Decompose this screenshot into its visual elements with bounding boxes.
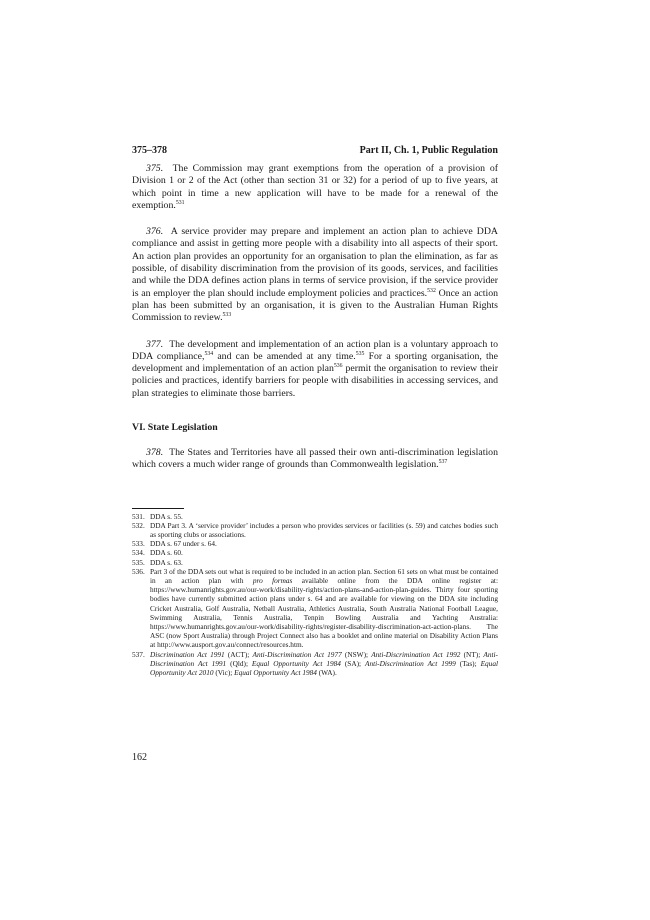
footnote-535 [132, 558, 498, 567]
act-title: Anti-Discrimination Act 1999 [365, 658, 456, 668]
footnote-text: DDA s. 55. [150, 511, 183, 521]
paragraph-number: 376 [146, 226, 161, 238]
paragraph-number: 375 [146, 163, 161, 174]
paragraph-text: The development and implementation of an action plan is a voluntary approach to DDA compliance, [132, 338, 498, 362]
footnote-text: DDA Part 3. A ‘service provider’ includes a person who provides services or facilities (s. 59) and catches bodies such as sporting clubs or associations. [150, 520, 498, 540]
paragraph-text: Once an action plan has been submitted by an organisation, it is given to the Australian Human Rights Commission to review. [132, 287, 499, 324]
page-body [132, 145, 498, 677]
footnote-536 [132, 567, 498, 650]
paragraph-number: 377 [146, 338, 161, 350]
footnote-number: 535. [132, 557, 145, 567]
jurisdiction: (NSW); [341, 649, 372, 659]
footnote-532 [132, 521, 498, 539]
footnote-text [150, 650, 498, 678]
paragraph-376: 376. A service provider may prepare and implement an action plan to achieve DDA compliance and assist in getting more people with a disability into all aspects of their sport. An action plan provides an opportunity for an organisation to plan the elimination, as far as possible, of disability discrimination from the provision of its goods, services, and facilities and while the DDA defines action plans in terms of service provision, if the service provider is an employer the plan should include employment policies and practices.$^{532}$ Once an action plan has been submitted by an organisation, it is given to the Australian Human Rights Commission to review.$^{533}$ [132, 226, 499, 324]
footnote-number: 536. [132, 566, 145, 576]
paragraph-text: and can be amended at any time. [213, 350, 356, 362]
footnote-ref-537[interactable]: 537 [438, 459, 448, 466]
paragraph-text: A service provider may prepare and implement an action plan to achieve DDA compliance and assist in getting more people with a disability into all aspects of their sport. An action plan provides an opportunity for an organisation to plan the elimination, as far as possible, of disability discrimination from the provision of its goods, services, and facilities and while the DDA defines action plans in terms of service provision, if the service provider is an employer the plan should include employment policies and practices. [132, 226, 498, 299]
footnote-number: 533. [132, 539, 145, 549]
footnote-text: DDA s. 67 under s. 64. [150, 539, 217, 549]
jurisdiction: (Tas); [455, 658, 481, 668]
act-title: Anti-Discrimination Act 1992 [371, 649, 461, 659]
footnote-number: 532. [132, 520, 145, 530]
paragraph-text: permit the organisation to review their policies and practices, identify barriers for people with disabilities in accessing services, and plan strategies to eliminate those barriers. [132, 363, 498, 399]
act-title: Anti-Discrimination Act 1991 [150, 649, 498, 668]
footnote-531 [132, 512, 498, 521]
footnote-533 [132, 539, 498, 548]
footnote-number: 531. [132, 511, 145, 521]
jurisdiction: (WA). [316, 668, 337, 678]
footnote-text: DDA s. 60. [150, 548, 183, 558]
footnote-text: DDA s. 63. [150, 557, 183, 567]
act-title: Equal Opportunity Act 1984 [234, 668, 317, 678]
paragraph-text: For a sporting organisation, the development and implementation of an action plan [132, 350, 498, 375]
section-heading: VI. State Legislation [132, 422, 218, 434]
jurisdiction: (NT); [460, 649, 484, 659]
jurisdiction: (Qld); [226, 658, 252, 668]
footnote-ref-535[interactable]: 535 [355, 350, 365, 357]
act-title: Equal Opportunity Act 2010 [150, 658, 498, 678]
footnote-text [150, 567, 498, 650]
footnote-italic-term: pro formas [252, 576, 293, 586]
footnote-537 [132, 650, 498, 678]
footnote-ref-536[interactable]: 536 [333, 363, 343, 370]
jurisdiction: (ACT); [224, 649, 253, 659]
footnote-ref-534[interactable]: 534 [204, 350, 214, 357]
act-title: Equal Opportunity Act 1984 [251, 658, 341, 668]
header-chapter-title: Part II, Ch. 1, Public Regulation [359, 145, 498, 156]
footnote-ref-533[interactable]: 533 [222, 312, 232, 319]
header-paragraph-range: 375–378 [132, 145, 167, 156]
page-number: 162 [132, 752, 147, 763]
paragraph-375: 375. The Commission may grant exemptions from the operation of a provision of Division 1 or 2 of the Act (other than section 31 or 32) for a period of up to five years, at which point in time a new application will have to be made for a renewal of the exemption.$^{531}$ [132, 163, 498, 211]
jurisdiction: (Vic); [213, 668, 235, 678]
running-header [132, 145, 498, 157]
footnote-number: 534. [132, 548, 145, 558]
jurisdiction: (SA); [340, 658, 365, 668]
paragraph-378: 378. The States and Territories have all passed their own anti-discrimination legislation which covers a much wider range of grounds than Commonwealth legislation.$^{537}$ [132, 447, 498, 471]
paragraph-number: 378 [146, 447, 161, 459]
act-title: Discrimination Act 1991 [150, 649, 225, 659]
paragraph-text: The Commission may grant exemptions from the operation of a provision of Division 1 or 2 of the Act (other than section 31 or 32) for a period of up to five years, at which point in time a new application will have to be made for a renewal of the exemption. [132, 163, 498, 211]
act-title: Anti-Discrimination Act 1977 [252, 649, 342, 659]
footnote-534 [132, 548, 498, 557]
footnote-ref-531[interactable]: 531 [175, 199, 185, 206]
footnote-ref-532[interactable]: 532 [427, 287, 436, 294]
footnote-divider [132, 508, 184, 509]
paragraph-377: 377. The development and implementation of an action plan is a voluntary approach to DDA compliance,$^{534}$ and can be amended at any time.$^{535}$ For a sporting organisation, the development and implementation of an action plan$^{536}$ permit the organisation to review their policies and practices, identify barriers for people with disabilities in accessing services, and plan strategies to eliminate those barriers. [132, 338, 498, 399]
paragraph-text: The States and Territories have all passed their own anti-discrimination legislation which covers a much wider range of grounds than Commonwealth legislation. [132, 447, 498, 471]
footnote-text-part: available online from the DDA online register at: https://www.humanrights.gov.au/our-work/disability-rights/action-plans-and-action-plan-guides. Thirty four sporting bodies have currently submitted action plans under s. 64 and are available for viewing on the DDA site including Cricket Australia, Golf Australia, Netball Australia, Athletics Australia, South Australia National Football League, Swimming Australia, Tennis Australia, Tenpin Bowling Australia and Yachting Australia: https://www.humanrights.gov.au/our-work/disability-rights/register-disability-discrimination-act-action-plans. The ASC (now Sport Australia) through Project Connect also has a booklet and online material on Disability Action Plans at http://www.ausport.gov.au/connect/resources.htm. [150, 576, 498, 650]
footnote-text-part: Part 3 of the DDA sets out what is required to be included in an action plan. Section 61 sets on what must be contained in an action plan with [150, 566, 498, 586]
footnote-number: 537. [132, 649, 145, 659]
